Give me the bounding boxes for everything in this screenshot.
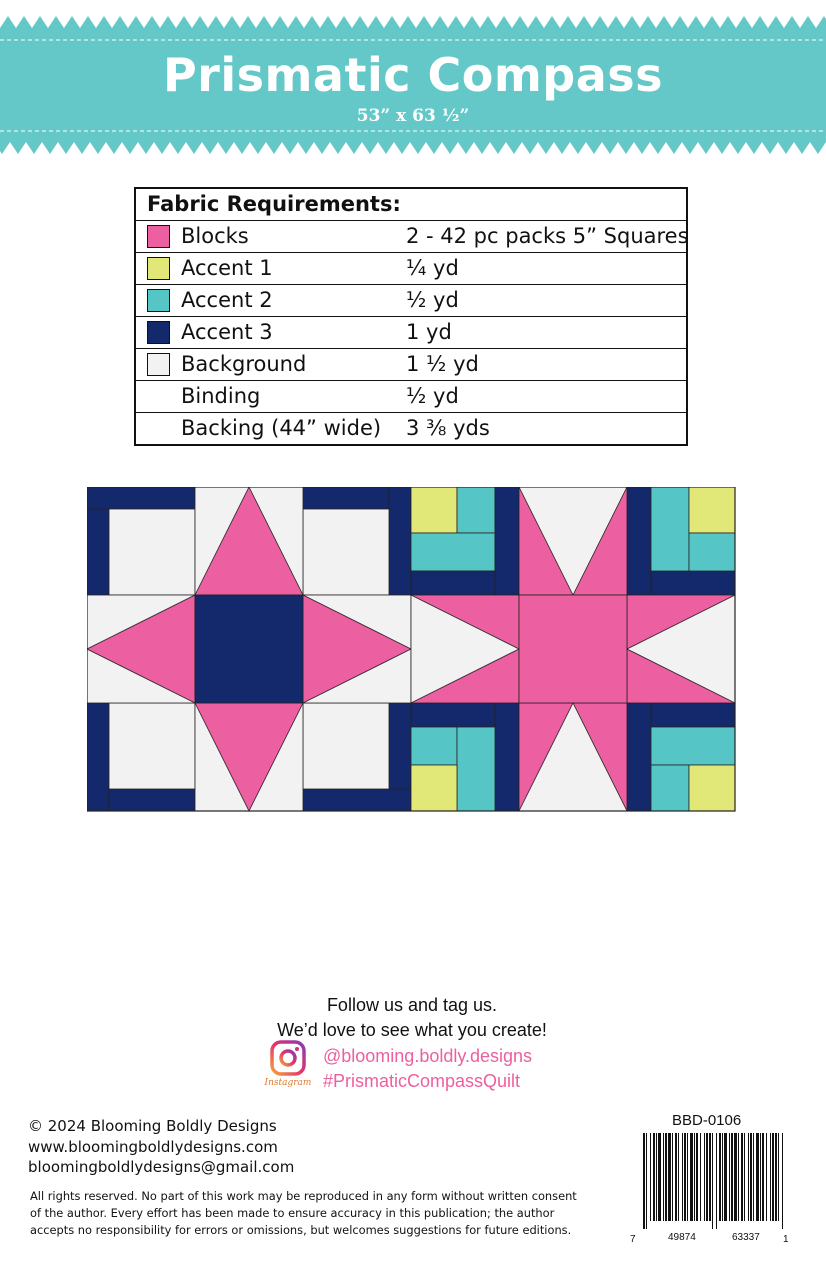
barcode-digit: 7 bbox=[630, 1234, 636, 1245]
quilt-size: 53” x 63 ½” bbox=[356, 106, 470, 126]
fabric-name: Binding bbox=[181, 384, 261, 408]
barcode-bar bbox=[656, 1133, 657, 1221]
fabric-swatch bbox=[147, 353, 170, 376]
legal-notice bbox=[30, 1188, 620, 1239]
barcode-bar bbox=[678, 1133, 679, 1221]
fabric-name: Accent 3 bbox=[181, 320, 273, 344]
fabric-amount: 1 yd bbox=[406, 320, 452, 344]
fabric-amount: ½ yd bbox=[406, 288, 459, 312]
product-sku: BBD-0106 bbox=[672, 1112, 742, 1129]
fabric-name: Blocks bbox=[181, 224, 249, 248]
fabric-amount: 2 - 42 pc packs 5” Squares bbox=[406, 224, 689, 248]
barcode-digit: 63337 bbox=[732, 1232, 760, 1243]
barcode-bar bbox=[731, 1133, 733, 1221]
fabric-row-backing bbox=[136, 413, 686, 444]
barcode-bar bbox=[744, 1133, 745, 1221]
barcode-bar bbox=[653, 1133, 655, 1221]
barcode-bar bbox=[706, 1133, 708, 1221]
instagram-label: Instagram bbox=[264, 1078, 312, 1088]
fabric-row-background bbox=[136, 349, 686, 381]
follow-text: Follow us and tag us. bbox=[326, 995, 498, 1015]
fabric-name: Accent 2 bbox=[181, 288, 273, 312]
website-link[interactable]: www.bloomingboldlydesigns.com bbox=[28, 1138, 278, 1156]
fabric-requirements-table bbox=[134, 187, 688, 446]
header-banner bbox=[0, 0, 826, 160]
fabric-swatch bbox=[147, 321, 170, 344]
fabric-row-blocks bbox=[136, 221, 689, 253]
barcode-bar bbox=[658, 1133, 661, 1221]
barcode-bar bbox=[722, 1133, 723, 1221]
fabric-name: Background bbox=[181, 352, 307, 376]
barcode-bar bbox=[760, 1133, 761, 1221]
barcode-bar bbox=[782, 1133, 783, 1229]
barcode bbox=[641, 1133, 789, 1229]
barcode-bar bbox=[729, 1133, 730, 1221]
barcode-bar bbox=[672, 1133, 673, 1221]
email-link[interactable]: bloomingboldlydesigns@gmail.com bbox=[28, 1158, 295, 1176]
fabric-row-accent-2 bbox=[136, 285, 686, 317]
legal-line: All rights reserved. No part of this work may be reproduced in any form without written consent bbox=[30, 1189, 577, 1203]
barcode-bar bbox=[684, 1133, 686, 1221]
barcode-bar bbox=[772, 1133, 774, 1221]
fabric-row-accent-1 bbox=[136, 253, 686, 285]
barcode-bar bbox=[694, 1133, 695, 1221]
fabric-row-accent-3 bbox=[136, 317, 686, 349]
fabric-amount: 1 ½ yd bbox=[406, 352, 479, 376]
barcode-bar bbox=[690, 1133, 693, 1221]
barcode-bar bbox=[778, 1133, 779, 1221]
pattern-title: Prismatic Compass bbox=[162, 48, 664, 102]
barcode-bar bbox=[668, 1133, 671, 1221]
barcode-bar bbox=[704, 1133, 705, 1221]
barcode-bar bbox=[724, 1133, 727, 1221]
fabric-amount: 3 ⅜ yds bbox=[406, 416, 490, 440]
barcode-bar bbox=[756, 1133, 759, 1221]
barcode-bar bbox=[696, 1133, 698, 1221]
hashtag: #PrismaticCompassQuilt bbox=[323, 1071, 521, 1091]
barcode-bar bbox=[716, 1133, 717, 1229]
barcode-bar bbox=[741, 1133, 743, 1221]
barcode-bar bbox=[687, 1133, 688, 1221]
barcode-bar bbox=[719, 1133, 721, 1221]
barcode-bar bbox=[682, 1133, 683, 1221]
barcode-bar bbox=[650, 1133, 651, 1221]
barcode-bar bbox=[762, 1133, 764, 1221]
legal-line: accepts no responsibility for errors or omissions, but welcomes suggestions for future editions. bbox=[30, 1223, 572, 1237]
barcode-bar bbox=[646, 1133, 647, 1229]
copyright: © 2024 Blooming Boldly Designs bbox=[28, 1117, 277, 1135]
barcode-bar bbox=[643, 1133, 645, 1229]
fabric-swatch bbox=[147, 289, 170, 312]
barcode-bar bbox=[775, 1133, 777, 1221]
fabric-swatch bbox=[147, 225, 170, 248]
barcode-bar bbox=[712, 1133, 713, 1229]
fabric-table-heading: Fabric Requirements: bbox=[136, 189, 686, 221]
barcode-bar bbox=[665, 1133, 667, 1221]
fabric-name: Accent 1 bbox=[181, 256, 273, 280]
barcode-bar bbox=[750, 1133, 752, 1221]
quilt-illustration bbox=[87, 487, 737, 813]
fabric-amount: ¼ yd bbox=[406, 256, 459, 280]
barcode-bar bbox=[748, 1133, 749, 1221]
barcode-bar bbox=[663, 1133, 664, 1221]
fabric-name: Backing (44” wide) bbox=[181, 416, 382, 440]
instagram-handle[interactable]: @blooming.boldly.designs bbox=[323, 1046, 533, 1066]
barcode-bar bbox=[700, 1133, 701, 1221]
barcode-bar bbox=[675, 1133, 677, 1221]
fabric-swatch bbox=[147, 257, 170, 280]
legal-line: of the author. Every effort has been made to ensure accuracy in this publication; the author bbox=[30, 1206, 555, 1220]
instagram-icon[interactable] bbox=[270, 1040, 306, 1081]
barcode-bar bbox=[753, 1133, 754, 1221]
barcode-bar bbox=[734, 1133, 737, 1221]
barcode-digit: 49874 bbox=[668, 1232, 696, 1243]
create-text: We’d love to see what you create! bbox=[277, 1020, 547, 1040]
barcode-bar bbox=[738, 1133, 739, 1221]
barcode-bar bbox=[709, 1133, 711, 1221]
barcode-bar bbox=[766, 1133, 767, 1221]
fabric-row-binding bbox=[136, 381, 686, 413]
barcode-bar bbox=[770, 1133, 771, 1221]
fabric-amount: ½ yd bbox=[406, 384, 459, 408]
barcode-digit: 1 bbox=[783, 1234, 789, 1245]
